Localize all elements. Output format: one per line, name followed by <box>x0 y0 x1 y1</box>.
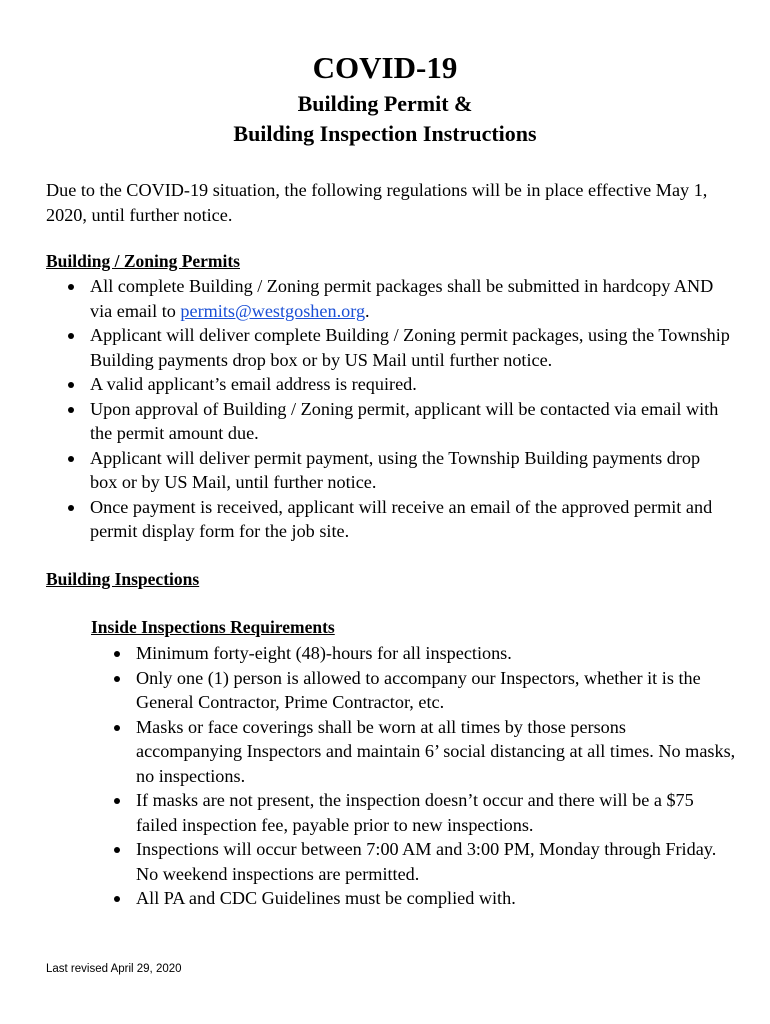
list-item <box>136 886 736 911</box>
list-item <box>90 446 730 495</box>
intro-paragraph: Due to the COVID-19 situation, the following regulations will be in place effective May 1, 2020, until further notice. <box>46 180 708 225</box>
list-item-text: A valid applicant’s email address is required. <box>90 374 417 394</box>
bullet-icon <box>114 896 120 902</box>
list-item-text: Applicant will deliver complete Building / Zoning permit packages, using the Township Building payments drop box or by US Mail until further notice. <box>90 325 730 370</box>
list-item-text: All complete Building / Zoning permit packages shall be submitted in hardcopy AND via email to <box>90 276 714 321</box>
document-subtitle-permit: Building Permit & <box>297 91 473 116</box>
list-item <box>136 641 736 666</box>
bullet-icon <box>68 284 74 290</box>
list-item-text: Minimum forty-eight (48)-hours for all inspections. <box>136 643 512 663</box>
inside-inspections-list <box>136 641 736 911</box>
list-item-text-end: . <box>365 300 370 321</box>
list-item-text: Applicant will deliver permit payment, using the Township Building payments drop box or by US Mail, until further notice. <box>90 447 701 492</box>
permits-email-link[interactable]: permits@westgoshen.org <box>180 300 366 321</box>
subsection-heading-inside-inspections: Inside Inspections Requirements <box>91 617 335 637</box>
list-item <box>90 323 730 372</box>
section-heading-permits: Building / Zoning Permits <box>46 251 240 271</box>
bullet-icon <box>114 676 120 682</box>
bullet-icon <box>114 847 120 853</box>
list-item <box>90 372 730 397</box>
document-subtitle-inspection: Building Inspection Instructions <box>233 121 537 146</box>
list-item-text: Upon approval of Building / Zoning permit, applicant will be contacted via email with the permit amount due. <box>90 398 719 443</box>
bullet-icon <box>68 382 74 388</box>
bullet-icon <box>114 651 120 657</box>
permits-list <box>90 274 730 544</box>
bullet-icon <box>68 407 74 413</box>
list-item-text: If masks are not present, the inspection doesn’t occur and there will be a $75 failed inspection fee, payable prior to new inspections. <box>136 790 694 835</box>
list-item-text: Masks or face coverings shall be worn at all times by those persons accompanying Inspectors and maintain 6’ social distancing at all times. No masks, no inspections. <box>136 716 736 786</box>
list-item <box>136 666 736 715</box>
list-item <box>136 788 736 837</box>
list-item-text: Only one (1) person is allowed to accompany our Inspectors, whether it is the General Contractor, Prime Contractor, etc. <box>136 667 701 712</box>
document-title: COVID-19 <box>312 50 458 85</box>
bullet-icon <box>114 798 120 804</box>
bullet-icon <box>68 505 74 511</box>
bullet-icon <box>68 333 74 339</box>
list-item <box>90 274 730 323</box>
list-item <box>90 495 730 544</box>
bullet-icon <box>114 725 120 731</box>
list-item <box>90 397 730 446</box>
list-item-text: Once payment is received, applicant will receive an email of the approved permit and permit display form for the job site. <box>90 496 713 541</box>
bullet-icon <box>68 456 74 462</box>
list-item <box>136 715 736 789</box>
section-heading-inspections: Building Inspections <box>46 569 200 589</box>
list-item-text: Inspections will occur between 7:00 AM and 3:00 PM, Monday through Friday. No weekend inspections are permitted. <box>136 839 717 884</box>
list-item-text: All PA and CDC Guidelines must be complied with. <box>136 888 516 908</box>
list-item <box>136 837 736 886</box>
revision-footer: Last revised April 29, 2020 <box>46 963 182 975</box>
